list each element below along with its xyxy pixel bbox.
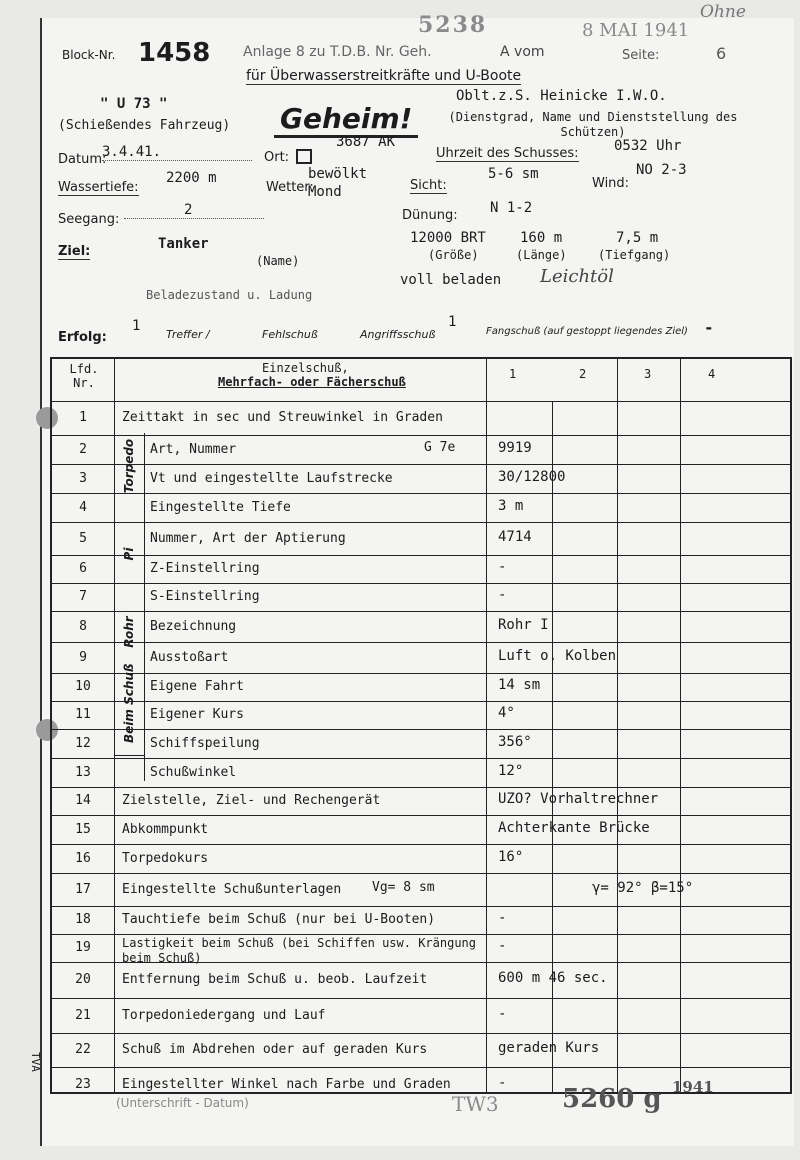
uhrzeit-value: 0532 Uhr: [614, 138, 682, 154]
row-number: 7: [79, 589, 87, 604]
column-header-3: 3: [644, 367, 652, 381]
row-value: -: [498, 1005, 507, 1022]
row-number: 21: [75, 1007, 91, 1023]
treffer-label: Treffer /: [166, 328, 210, 341]
seegang-value: 2: [124, 202, 264, 219]
angriffsschuss-label: Angriffsschuß: [360, 328, 436, 341]
row-value: -: [498, 910, 507, 926]
table-row-divider: [52, 673, 790, 674]
table-row-divider: [52, 611, 790, 612]
form-subtitle: für Überwasserstreitkräfte und U-Boote: [246, 68, 522, 84]
archive-stamp-number: 5238: [418, 12, 488, 38]
wind-label: Wind:: [592, 176, 630, 191]
signature-label: (Unterschrift - Datum): [116, 1096, 249, 1110]
table-row-divider: [52, 1033, 790, 1034]
row-value: 3 m: [498, 497, 524, 514]
beladen-value: voll beladen: [400, 272, 502, 288]
table-row-divider: [52, 873, 790, 874]
table-row-divider: [52, 815, 790, 816]
column-header-4: 4: [708, 367, 716, 381]
row-number: 22: [75, 1042, 91, 1057]
row-number: 1: [79, 410, 87, 425]
row-extra-value: Vg= 8 sm: [372, 879, 435, 895]
row-label: Art, Nummer: [150, 441, 237, 457]
vessel-name: " U 73 ": [100, 96, 168, 112]
wetter-value-line1: bewölkt: [308, 166, 368, 182]
row-number: 13: [75, 764, 91, 780]
ziel-tiefgang: 7,5 m: [616, 230, 659, 246]
wetter-label: Wetter:: [266, 180, 314, 195]
row-label: Eigener Kurs: [150, 707, 244, 722]
row-value: γ= 92° β=15°: [592, 879, 694, 896]
wassertiefe-label: Wassertiefe:: [58, 180, 139, 195]
block-label: Block-Nr.: [62, 48, 116, 62]
row-value: 16°: [498, 848, 524, 865]
row-value: -: [498, 938, 507, 954]
row-label: Nummer, Art der Aptierung: [150, 530, 346, 546]
row-value: -: [498, 1074, 507, 1091]
wassertiefe-value: 2200 m: [166, 170, 217, 186]
row-label: Eingestellter Winkel nach Farbe und Graden: [122, 1076, 451, 1092]
table-row-divider: [52, 701, 790, 702]
beladezustand-label: Beladezustand u. Ladung: [146, 288, 313, 302]
column-header-2: 2: [579, 367, 587, 381]
group-label-beim-schuss: Beim Schuß: [122, 663, 136, 743]
archive-stamp-date: 8 MAI 1941: [582, 20, 690, 41]
table-row-divider: [52, 844, 790, 845]
seite-label: Seite:: [622, 48, 660, 63]
ziel-name: Tanker: [158, 236, 209, 252]
row-extra-value: G 7e: [424, 439, 456, 455]
row-value: 600 m 46 sec.: [498, 970, 608, 986]
group-label-pi: Pi: [122, 547, 136, 561]
group-label-rohr: Rohr: [122, 616, 136, 648]
group-divider-lower: [144, 595, 145, 781]
row-value: 356°: [498, 733, 532, 750]
group-divider-lower-top: [114, 755, 144, 756]
datum-value: 3.4.41.: [102, 144, 252, 161]
row-number: 5: [79, 530, 87, 546]
row-number: 23: [75, 1076, 91, 1092]
table-row-divider: [52, 555, 790, 556]
row-number: 19: [75, 940, 91, 955]
duenung-value: N 1-2: [490, 200, 533, 216]
row-value: 4714: [498, 528, 532, 545]
row-label: Lastigkeit beim Schuß (bei Schiffen usw. Krängung beim Schuß): [122, 936, 477, 965]
treffer-value: 1: [132, 318, 141, 334]
row-value: Achterkante Brücke: [498, 819, 650, 836]
row-label: Torpedokurs: [122, 850, 209, 866]
ort-value: 3687 AK: [336, 134, 396, 150]
group-label-torpedo: Torpedo: [122, 438, 136, 494]
row-label: Zeittakt in sec und Streuwinkel in Graden: [122, 410, 443, 425]
fehlschuss-label: Fehlschuß: [262, 328, 318, 341]
table-row-divider: [52, 493, 790, 494]
seegang-label: Seegang:: [58, 212, 120, 227]
row-label: Eingestellte Schußunterlagen: [122, 881, 342, 897]
row-number: 14: [75, 793, 91, 808]
table-row-divider: [52, 906, 790, 907]
row-value: geraden Kurs: [498, 1040, 600, 1056]
row-number: 11: [75, 707, 91, 722]
row-label: S-Einstellring: [150, 589, 260, 604]
secret-stamp: Geheim!: [274, 102, 418, 138]
column-header-title-line1: Einzelschuß,: [262, 361, 349, 375]
row-number: 3: [79, 470, 87, 486]
shooter-name: Oblt.z.S. Heinicke I.W.O.: [456, 88, 667, 104]
sicht-label: Sicht:: [410, 178, 447, 193]
corner-handwritten-note: Ohne: [700, 2, 746, 22]
row-value: Luft o. Kolben: [498, 647, 617, 664]
ziel-name-label: (Name): [256, 254, 300, 268]
table-row-divider: [52, 962, 790, 963]
wind-value: NO 2-3: [636, 162, 687, 178]
column-header-lfd-nr: Lfd. Nr.: [69, 362, 99, 390]
row-number: 12: [75, 735, 91, 751]
row-label: Bezeichnung: [150, 618, 237, 634]
seite-value: 6: [716, 44, 727, 63]
row-number: 15: [75, 821, 91, 837]
table-row-divider: [52, 583, 790, 584]
sicht-value: 5-6 sm: [488, 166, 539, 182]
row-number: 17: [75, 881, 91, 897]
ort-square-mark: [296, 149, 312, 164]
footer-stamp-tw: TW3: [452, 1092, 499, 1116]
row-number: 10: [75, 679, 91, 694]
row-number: 9: [79, 649, 87, 665]
table-row-divider: [52, 787, 790, 788]
row-label: Eigene Fahrt: [150, 679, 244, 694]
table-row-divider: [52, 435, 790, 436]
duenung-label: Dünung:: [402, 208, 458, 223]
row-number: 6: [79, 561, 87, 576]
row-label: Entfernung beim Schuß u. beob. Laufzeit: [122, 972, 428, 987]
footer-stamp-number: 5260 g: [562, 1084, 662, 1114]
table-row-divider: [52, 729, 790, 730]
erfolg-label: Erfolg:: [58, 330, 107, 345]
margin-note: TVA: [29, 1052, 42, 1072]
row-value: -: [498, 587, 507, 603]
ziel-label: Ziel:: [58, 244, 91, 259]
fangschuss-value: -: [704, 318, 714, 337]
shooter-label: (Dienstgrad, Name und Dienststellung des Schützen): [448, 110, 738, 139]
row-value: 12°: [498, 762, 524, 779]
row-number: 16: [75, 850, 91, 866]
row-label: Zielstelle, Ziel- und Rechengerät: [122, 793, 381, 808]
row-number: 8: [79, 618, 87, 634]
row-value: 9919: [498, 439, 532, 456]
ort-label: Ort:: [264, 150, 290, 165]
table-row-divider: [52, 522, 790, 523]
row-label: Torpedoniedergang und Lauf: [122, 1007, 326, 1023]
row-label: Abkommpunkt: [122, 821, 209, 837]
row-label: Eingestellte Tiefe: [150, 499, 291, 515]
table-row-divider: [52, 401, 790, 402]
table-row-divider: [52, 934, 790, 935]
ziel-laenge: 160 m: [520, 230, 563, 246]
table-row-divider: [52, 758, 790, 759]
row-label: Ausstoßart: [150, 649, 229, 665]
row-number: 18: [75, 912, 91, 927]
row-number: 2: [79, 441, 87, 457]
row-label: Z-Einstellring: [150, 561, 260, 576]
column-header-title-line2: Mehrfach- oder Fächerschuß: [218, 375, 406, 389]
table-row-divider: [52, 998, 790, 999]
ziel-groesse: 12000 BRT: [410, 230, 486, 246]
beladen-handwritten: Leichtöl: [540, 266, 614, 287]
ziel-groesse-label: (Größe): [428, 248, 479, 262]
row-label: Tauchtiefe beim Schuß (nur bei U-Booten): [122, 912, 436, 927]
wetter-value-line2: Mond: [308, 184, 342, 200]
row-value: UZO? Vorhaltrechner: [498, 791, 659, 807]
a-vom-label: A vom: [500, 44, 545, 60]
row-value: Rohr I: [498, 616, 549, 633]
angriffsschuss-value: 1: [448, 314, 457, 330]
row-value: 14 sm: [498, 677, 541, 693]
fangschuss-label: Fangschuß (auf gestoppt liegendes Ziel): [486, 326, 688, 337]
row-value: 30/12800: [498, 468, 566, 485]
shot-data-table: [50, 357, 792, 1094]
uhrzeit-label: Uhrzeit des Schusses:: [436, 146, 579, 161]
row-label: Vt und eingestellte Laufstrecke: [150, 470, 393, 486]
row-label: Schuß im Abdrehen oder auf geraden Kurs: [122, 1042, 428, 1057]
ziel-tiefgang-label: (Tiefgang): [598, 248, 671, 262]
table-row-divider: [52, 642, 790, 643]
block-number: 1458: [138, 38, 211, 68]
row-value: 4°: [498, 705, 515, 721]
ziel-laenge-label: (Länge): [516, 248, 567, 262]
datum-label: Datum:: [58, 152, 107, 167]
footer-stamp-year: 1941: [672, 1078, 714, 1096]
table-row-divider: [52, 1067, 790, 1068]
row-label: Schiffspeilung: [150, 735, 260, 751]
table-row-divider: [52, 464, 790, 465]
row-number: 20: [75, 972, 91, 987]
row-value: -: [498, 559, 507, 575]
row-number: 4: [79, 499, 87, 515]
row-label: Schußwinkel: [150, 764, 237, 780]
anlage-reference: Anlage 8 zu T.D.B. Nr. Geh.: [243, 44, 432, 60]
vessel-label: (Schießendes Fahrzeug): [58, 118, 231, 133]
column-header-1: 1: [509, 367, 517, 381]
